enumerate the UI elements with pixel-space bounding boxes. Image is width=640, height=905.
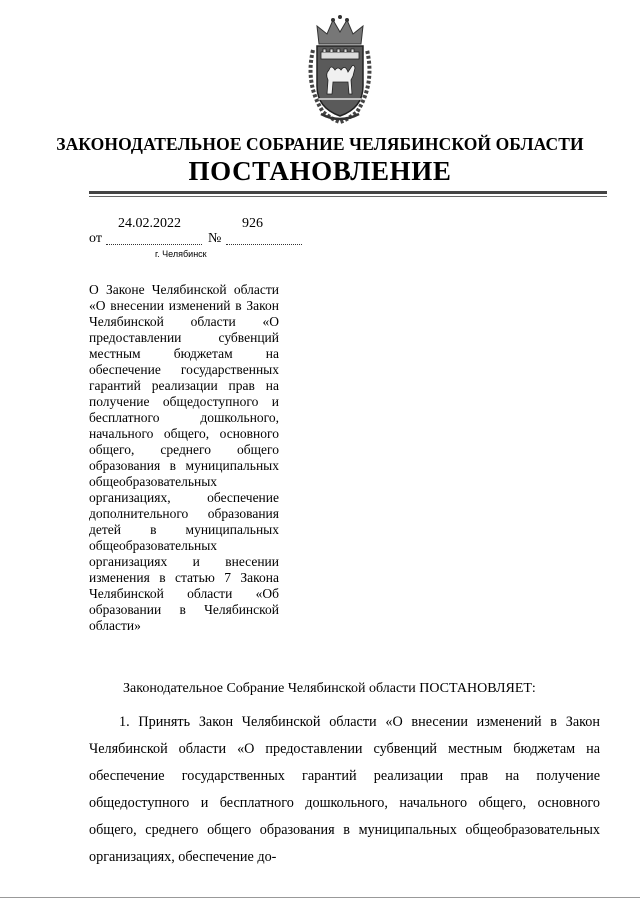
number-label: № (208, 231, 222, 246)
header-divider-thin (89, 196, 607, 197)
document-subject: О Законе Челябинской области «О внесении изменений в Закон Челябинской области «О предоставлении субвенций местным бюджетам на обеспечение государственных гарантий реализации прав на получение общедоступного и бесплатного дошкольного, начального общего, основного общего, среднего общего образования в муниципальных общеобразовательных организациях, обеспечение дополнительного образования детей в муниципальных общеобразовательных организациях и внесении изменения в статью 7 Закона Челябинской области «Об образовании в Челябинской области» (89, 282, 279, 633)
preamble: Законодательное Собрание Челябинской области ПОСТАНОВЛЯЕТ: (123, 681, 536, 696)
organization-title: ЗАКОНОДАТЕЛЬНОЕ СОБРАНИЕ ЧЕЛЯБИНСКОЙ ОБЛАСТИ (56, 134, 584, 154)
page-edge (0, 897, 640, 898)
date-underline (106, 244, 202, 245)
header-divider (89, 191, 607, 194)
document-number: 926 (242, 216, 263, 231)
city-label: г. Челябинск (155, 249, 207, 259)
coat-of-arms-icon (303, 14, 377, 124)
document-type-title: ПОСТАНОВЛЕНИЕ (188, 156, 452, 186)
paragraph-1: 1. Принять Закон Челябинской области «О внесении изменений в Закон Челябинской области «О предоставлении субвенций местным бюджетам на обеспечение государственных гарантий реализации прав на получение общедоступного и бесплатного дошкольного, начального общего, основного общего, среднего общего образования в муниципальных общеобразовательных организациях, обеспечение до- (89, 714, 600, 865)
document-date: 24.02.2022 (118, 216, 181, 231)
number-underline (226, 244, 302, 245)
from-label: от (89, 231, 102, 246)
